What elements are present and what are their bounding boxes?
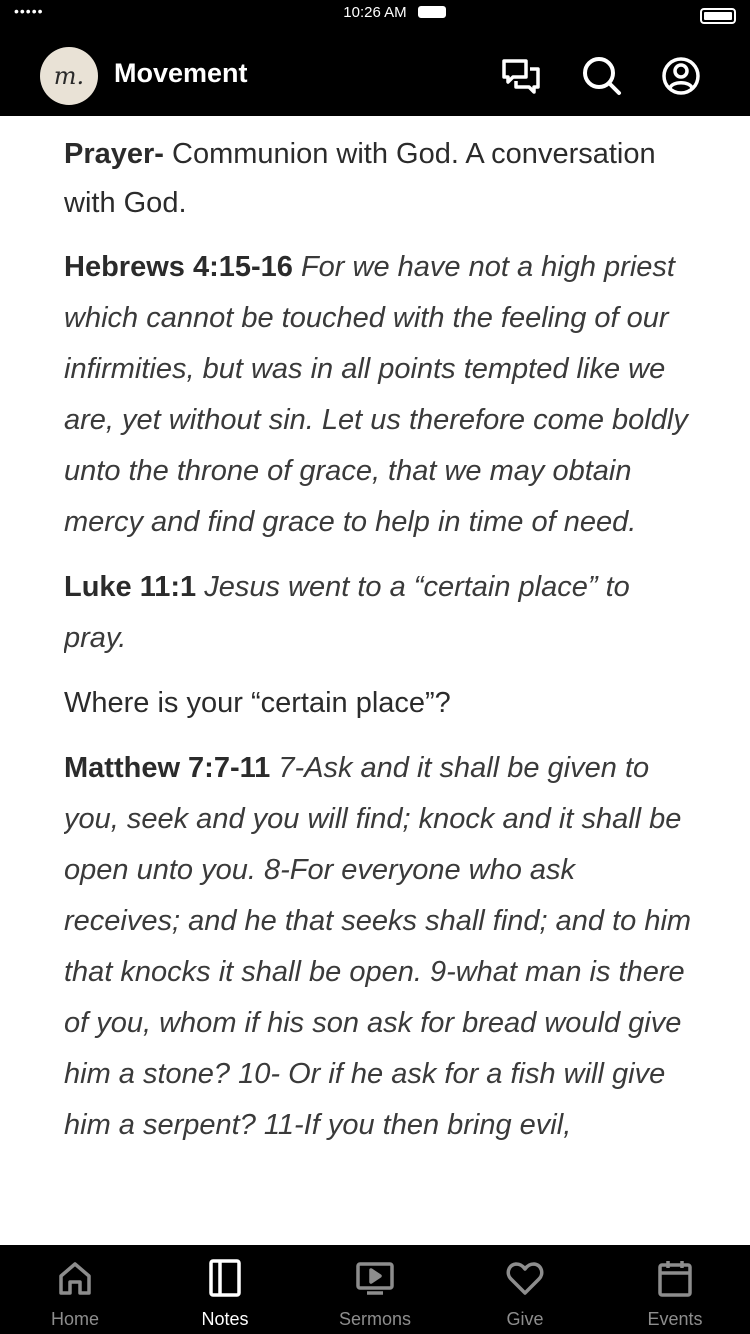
app-logo[interactable] [40,47,98,105]
tab-label: Home [50,1309,99,1329]
status-bar [0,0,750,30]
tab-events[interactable] [600,1245,750,1334]
notes-content [64,116,694,1245]
note-paragraph [64,562,694,664]
tab-label: Events [647,1309,703,1329]
scripture-reference[interactable]: Matthew 7:7-11 [64,752,271,784]
tab-give[interactable] [450,1245,600,1334]
tab-sermons[interactable] [300,1245,450,1334]
scripture-reference[interactable]: Luke 11:1 [64,571,197,603]
notes-icon [205,1258,245,1298]
chat-icon[interactable] [499,54,543,98]
tab-notes[interactable] [150,1245,300,1334]
calendar-icon [655,1258,695,1298]
app-title: Movement [114,58,248,88]
note-paragraph [64,743,694,1151]
scripture-text: 7-Ask and it shall be given to you, seek and you will find; knock and it shall be open unto you. 8-For everyone who ask receives; and he that seeks shall find; and to him that knocks it shall be open. 9-what man is there of you, whom if his son ask for bread would give him a stone? 10- Or if he ask for a fish will give him a serpent? 11-If you then bring evil, [64,752,692,1141]
sermons-icon [355,1258,395,1298]
note-paragraph [64,242,694,548]
battery-indicator-small [418,6,446,18]
note-paragraph [64,678,694,729]
profile-icon[interactable] [659,54,703,98]
carrier-signal: ••••• [14,3,44,19]
status-time: 10:26 AM [343,4,407,21]
battery-icon [700,8,736,24]
term-heading: Prayer- [64,138,164,170]
scripture-text: For we have not a high priest which cannot be touched with the feeling of our infirmities, but was in all points tempted like we are, yet without sin. Let us therefore come boldly unto the throne of grace, that we may obtain mercy and find grace to help in time of need. [64,251,688,538]
question-text: Where is your “certain place”? [64,687,451,719]
scripture-reference[interactable]: Hebrews 4:15-16 [64,251,293,283]
heart-icon [505,1258,545,1298]
app-header [0,30,750,116]
logo-text: m. [53,62,85,90]
scripture-text: Jesus went to a “certain place” to pray. [64,571,630,654]
tab-label: Sermons [338,1309,412,1329]
tab-home[interactable] [0,1245,150,1334]
tab-label: Give [506,1309,544,1329]
home-icon [55,1258,95,1298]
definition-text: Communion with God. A conversation with God. [64,138,656,219]
tab-label: Notes [201,1309,249,1329]
search-icon[interactable] [580,54,624,98]
bottom-tab-bar [0,1245,750,1334]
note-paragraph [64,130,694,228]
